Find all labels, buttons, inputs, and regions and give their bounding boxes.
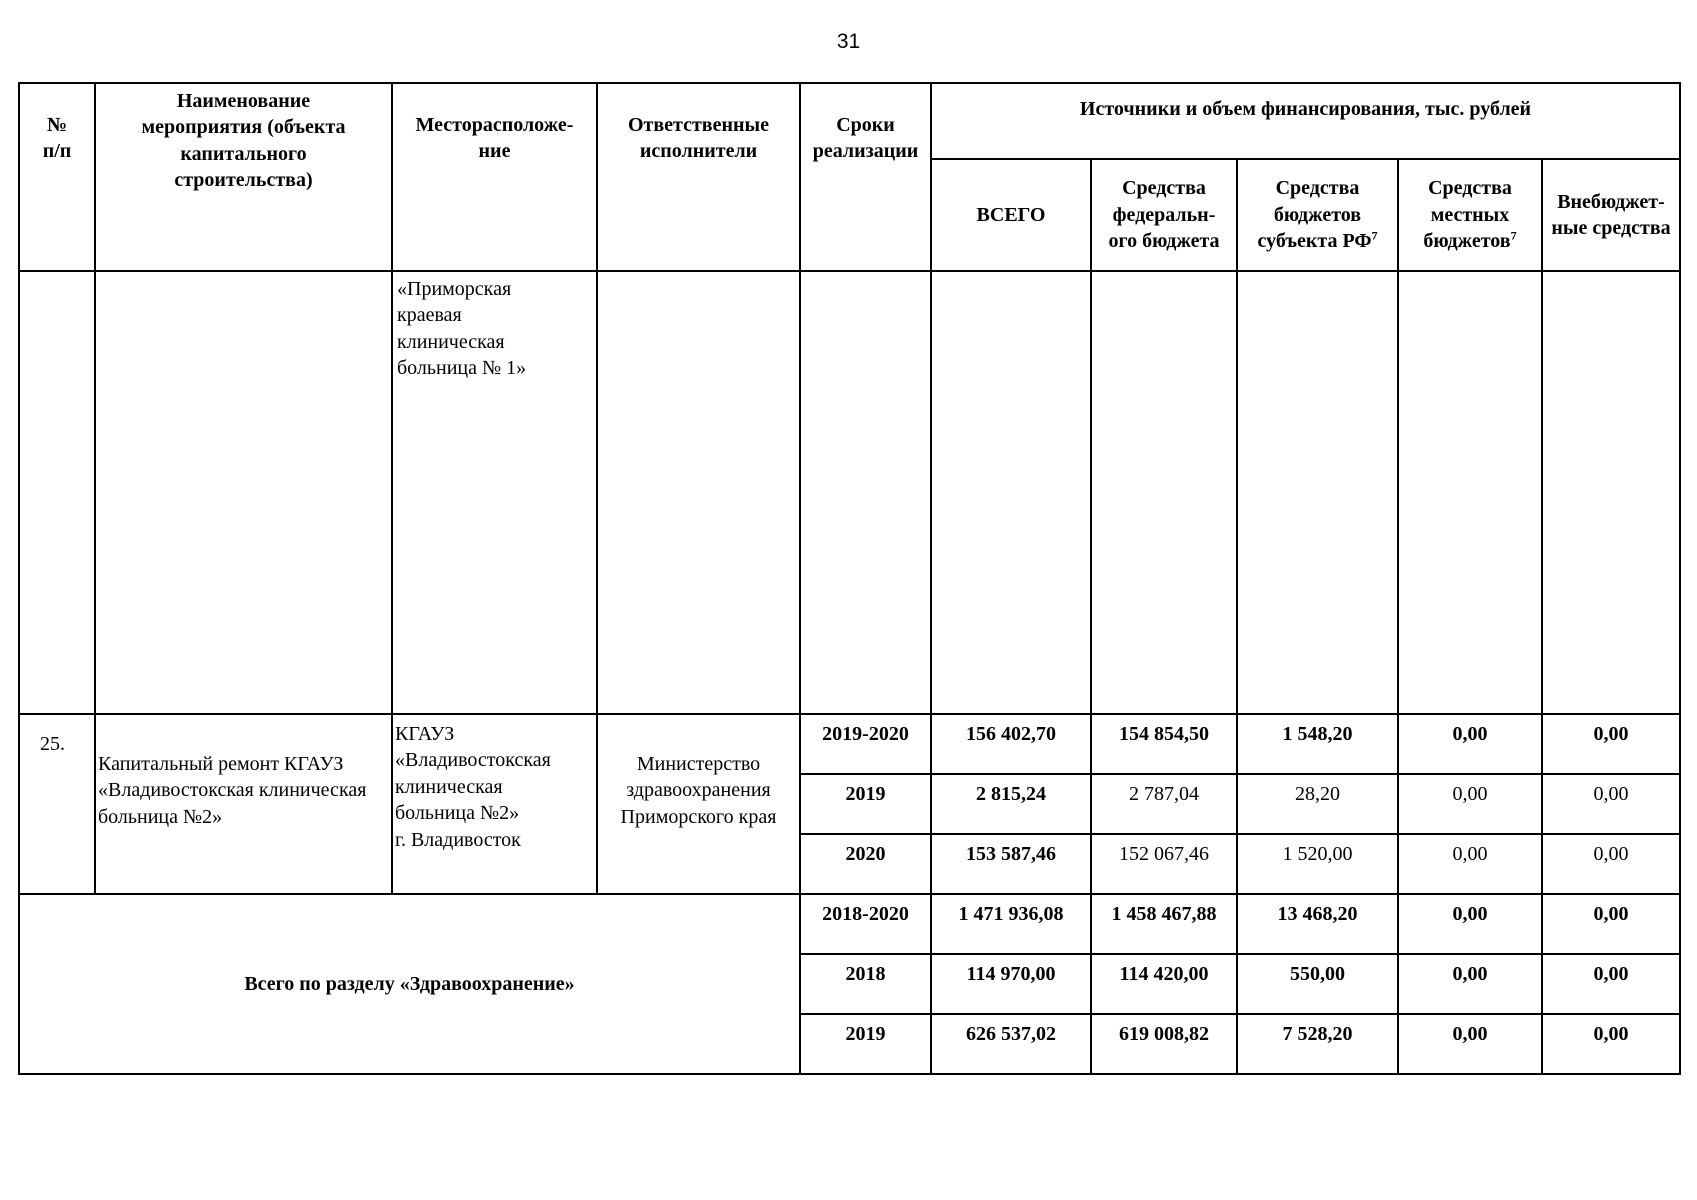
cell-extra: 0,00 [1542,774,1680,834]
header-terms: Сроки реализации [800,83,931,271]
cell-period: 2019 [800,1014,931,1074]
cell-local: 0,00 [1398,714,1542,774]
header-local-footnote: 7 [1510,228,1517,243]
cell-federal: 152 067,46 [1091,834,1237,894]
header-subject [1237,159,1398,271]
page-number: 31 [836,30,861,53]
cell-executor: Министерство здравоохранения Приморского края [597,714,800,894]
header-local-label: Средства местных бюджетов [1423,177,1512,253]
header-num: № п/п [19,83,95,271]
header-executors: Ответственные исполнители [597,83,800,271]
cell-extra: 0,00 [1542,894,1680,954]
cell-extra [1542,271,1680,714]
cell-subject: 28,20 [1237,774,1398,834]
cell-executor [597,271,800,714]
cell-local: 0,00 [1398,834,1542,894]
cell-subject: 550,00 [1237,954,1398,1014]
header-subject-footnote: 7 [1371,228,1378,243]
cell-local [1398,271,1542,714]
cell-total [931,271,1091,714]
header-total: ВСЕГО [931,159,1091,271]
cell-extra: 0,00 [1542,1014,1680,1074]
cell-period: 2018-2020 [800,894,931,954]
cell-period: 2018 [800,954,931,1014]
cell-subject: 7 528,20 [1237,1014,1398,1074]
cell-total: 156 402,70 [931,714,1091,774]
cell-local: 0,00 [1398,894,1542,954]
table-row [19,894,1680,954]
cell-name [95,271,392,714]
cell-total: 114 970,00 [931,954,1091,1014]
header-location: Месторасположе- ние [392,83,597,271]
header-local [1398,159,1542,271]
cell-extra: 0,00 [1542,954,1680,1014]
cell-period [800,271,931,714]
header-extra: Внебюджет- ные средства [1542,159,1680,271]
header-name: Наименование мероприятия (объекта капитального строительства) [95,83,392,271]
cell-num [19,271,95,714]
cell-local: 0,00 [1398,954,1542,1014]
cell-total: 2 815,24 [931,774,1091,834]
cell-subject [1237,271,1398,714]
header-federal: Средства федеральн- ого бюджета [1091,159,1237,271]
cell-federal: 619 008,82 [1091,1014,1237,1074]
cell-local: 0,00 [1398,774,1542,834]
header-subject-label: Средства бюджетов субъекта РФ [1257,177,1372,253]
section-total-label: Всего по разделу «Здравоохранение» [19,894,800,1074]
cell-extra: 0,00 [1542,834,1680,894]
cell-period: 2019-2020 [800,714,931,774]
cell-extra: 0,00 [1542,714,1680,774]
cell-federal [1091,271,1237,714]
cell-federal: 114 420,00 [1091,954,1237,1014]
header-financing: Источники и объем финансирования, тыс. рублей [931,83,1680,159]
cell-total: 1 471 936,08 [931,894,1091,954]
table-row [19,714,1680,774]
cell-subject: 1 520,00 [1237,834,1398,894]
financing-table [18,82,1681,1075]
header-row [19,83,1680,159]
cell-federal: 154 854,50 [1091,714,1237,774]
table-row [19,271,1680,714]
cell-total: 626 537,02 [931,1014,1091,1074]
cell-subject: 13 468,20 [1237,894,1398,954]
cell-period: 2020 [800,834,931,894]
cell-federal: 2 787,04 [1091,774,1237,834]
cell-num: 25. [19,714,95,894]
cell-total: 153 587,46 [931,834,1091,894]
cell-period: 2019 [800,774,931,834]
cell-location: «Приморская краевая клиническая больница № 1» [392,271,597,714]
cell-name: Капитальный ремонт КГАУЗ «Владивостокская клиническая больница №2» [95,714,392,894]
cell-federal: 1 458 467,88 [1091,894,1237,954]
cell-subject: 1 548,20 [1237,714,1398,774]
cell-local: 0,00 [1398,1014,1542,1074]
cell-location: КГАУЗ «Владивостокская клиническая больница №2» г. Владивосток [392,714,597,894]
